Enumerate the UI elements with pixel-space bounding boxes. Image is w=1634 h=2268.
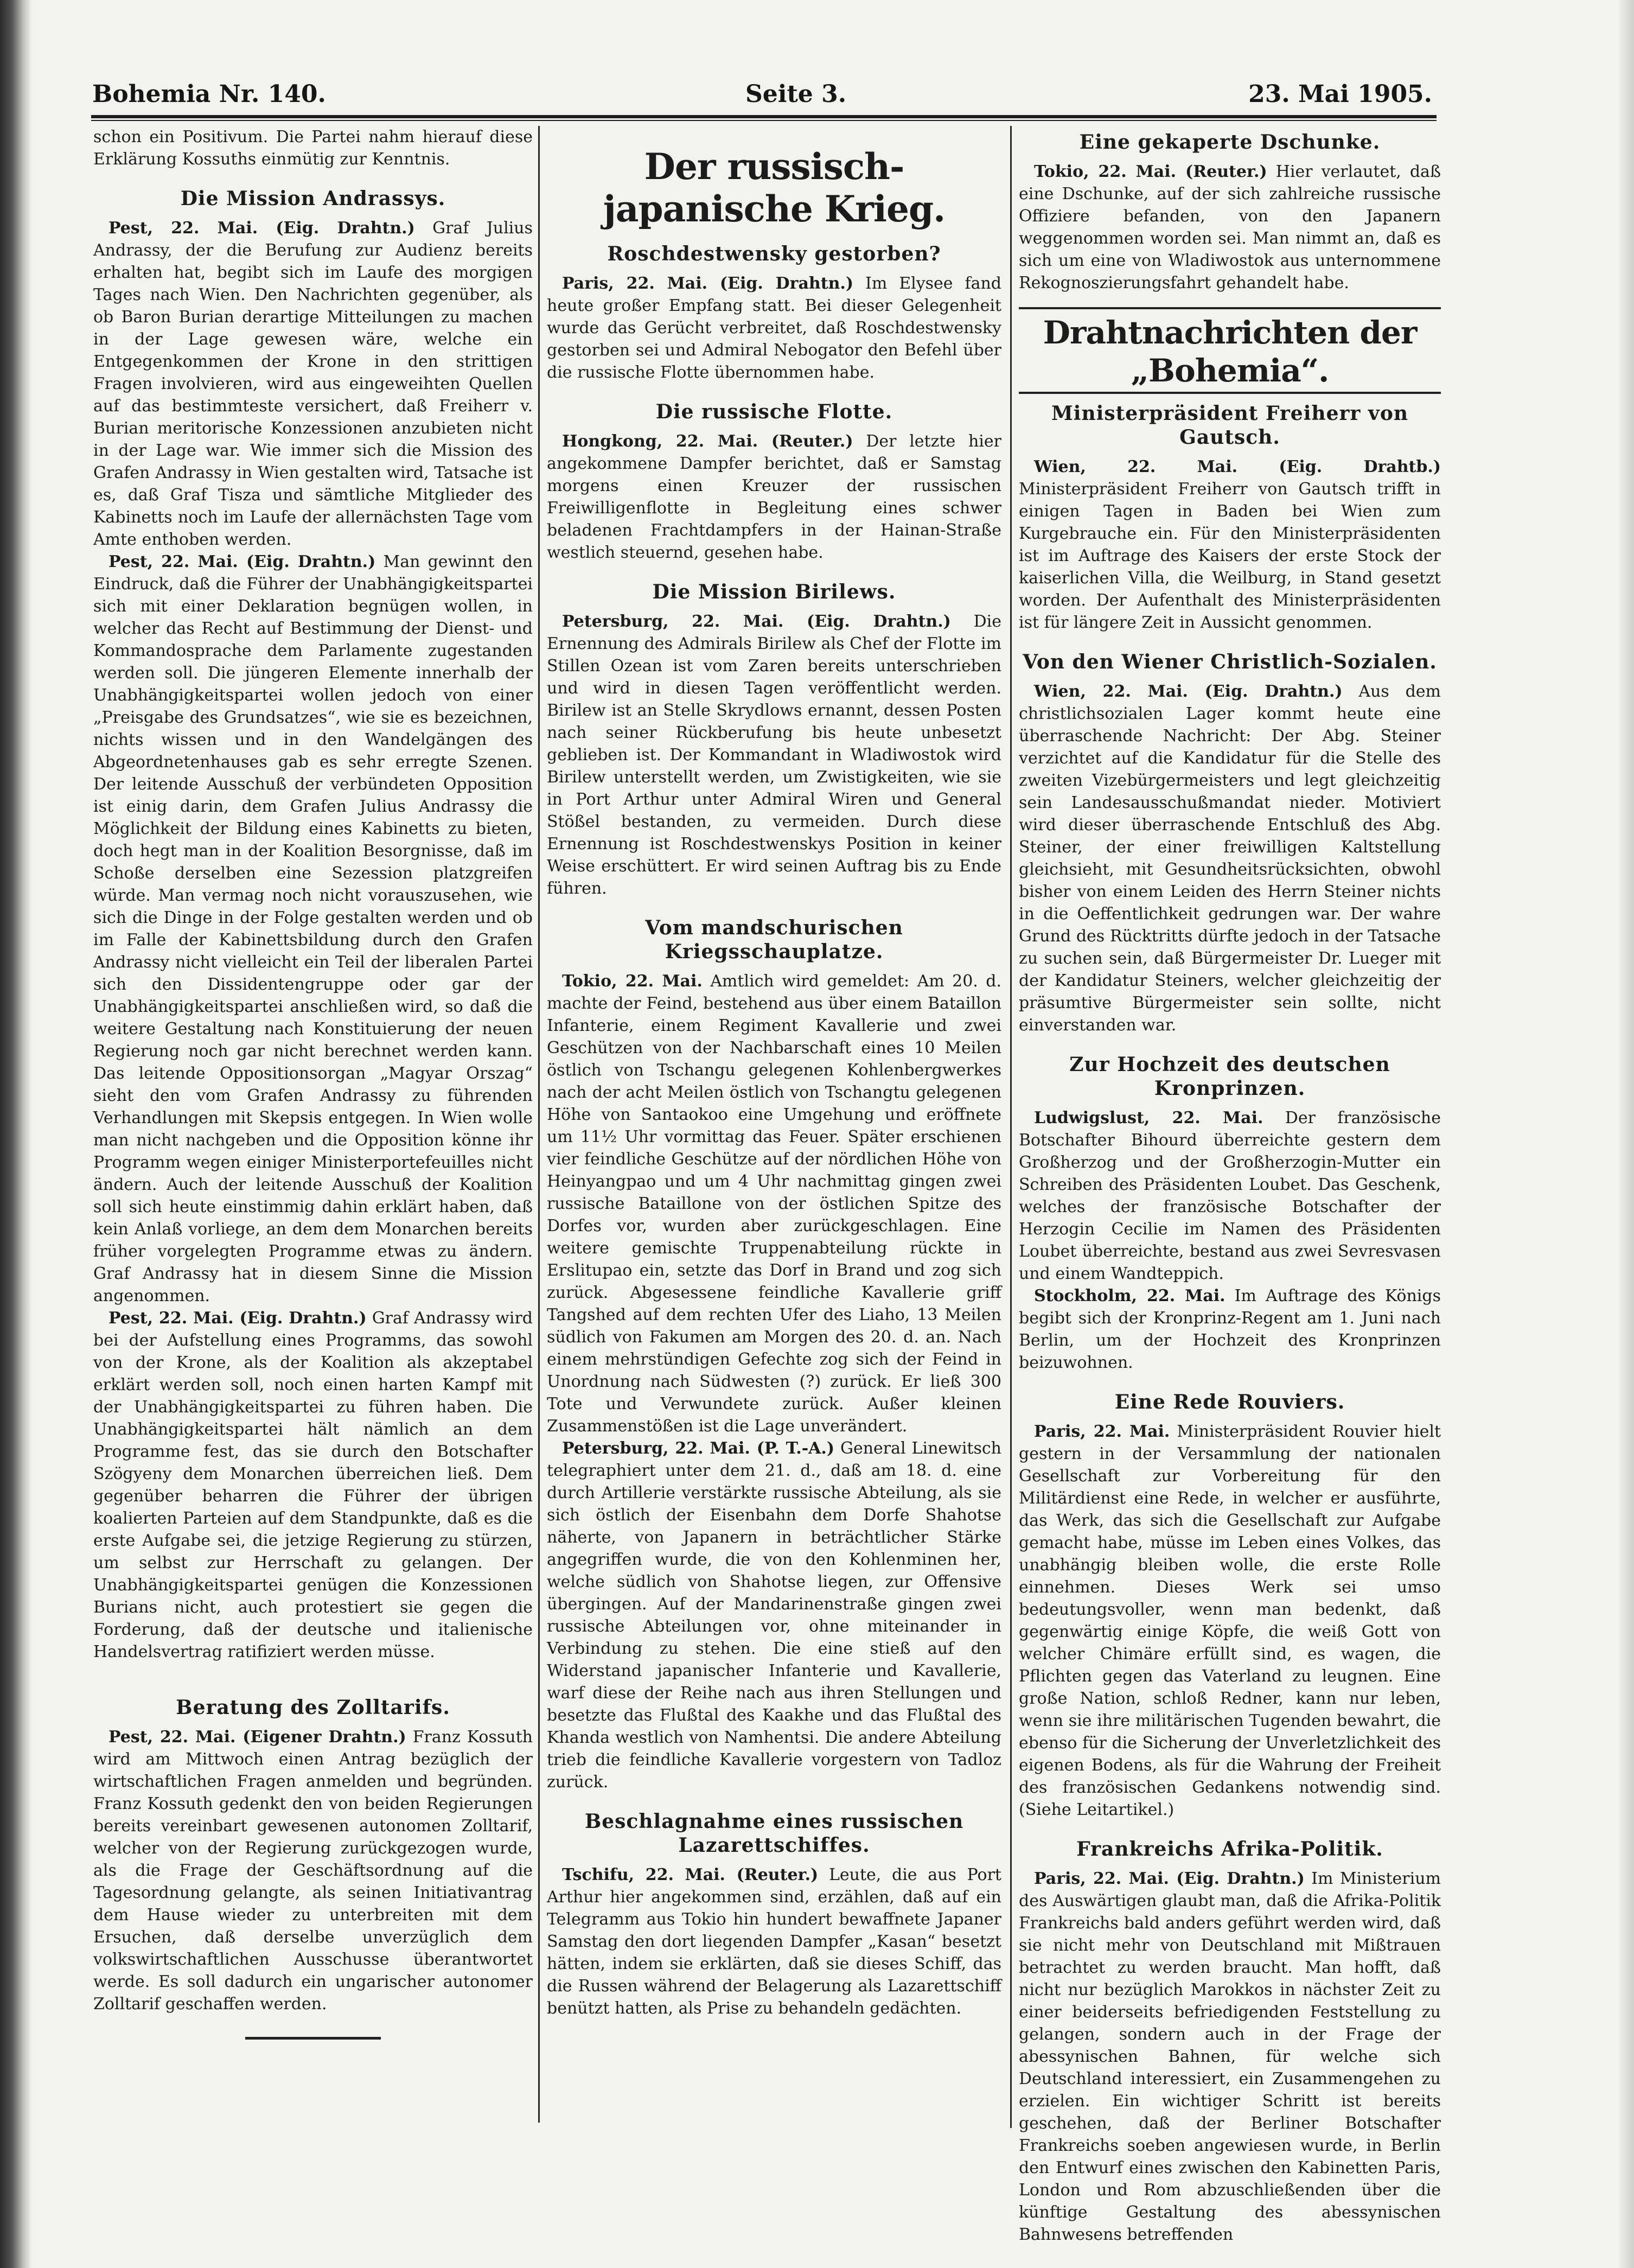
dateline: Stockholm, 22. Mai.	[1034, 1286, 1226, 1305]
dateline: Paris, 22. Mai.	[1034, 1422, 1170, 1441]
article-text: Der französische Botschafter Bihourd überreichte gestern dem Großherzog und der Großherzogin-Mutter ein Schreiben des Präsidenten Loubet. Das Geschenk, welches der französische Botschafter der Herzogin Cecilie im Namen des Präsidenten Loubet überreichte, bestand aus zwei Sevresvasen und einem Wandteppich.	[1019, 1108, 1441, 1283]
column-left	[93, 126, 533, 2101]
article-text: Im Elysee fand heute großer Empfang statt. Bei dieser Gelegenheit wurde das Gerücht verbreitet, daß Roschdestwensky gestorben sei und Admiral Nebogator den Befehl über die russische Flotte übernommen habe.	[547, 274, 1001, 382]
article-paragraph	[93, 1726, 533, 2015]
dateline: Wien, 22. Mai. (Eig. Drahtn.)	[1034, 682, 1343, 701]
article-heading: Zur Hochzeit des deutschen Kronprinzen.	[1069, 1053, 1390, 1100]
article-paragraph	[1019, 1285, 1441, 1374]
section-title: Drahtnachrichten der „Bohemia“.	[1043, 314, 1417, 389]
article-heading: Roschdestwensky gestorben?	[607, 243, 941, 265]
article-paragraph	[1019, 456, 1441, 634]
article-heading: Ministerpräsident Freiherr von Gautsch.	[1051, 402, 1409, 449]
article-text: Die Ernennung des Admirals Birilew als Chef der Flotte im Stillen Ozean ist vom Zaren bereits unterschrieben und wird in diesen Tagen veröffentlicht werden. Birilew ist an Stelle Skrydlows ernannt, dessen Posten nach seiner Rückberufung bis heute unbesetzt geblieben ist. Der Kommandant in Wladiwostok wird Birilew unterstellt werden, um Zwistigkeiten, wie sie in Port Arthur unter Admiral Wiren und General Stößel bestanden, zu vermeiden. Durch diese Ernennung ist Roschdestwenskys Position in keiner Weise erschüttert. Er wird seinen Auftrag bis zu Ende führen.	[547, 612, 1001, 898]
article-heading: Die Mission Andrassys.	[180, 187, 446, 210]
article-paragraph	[547, 272, 1001, 384]
article-paragraph	[93, 551, 533, 1307]
article-text: Aus dem christlichsozialen Lager kommt heute eine überraschende Nachricht: Der Abg. Steiner verzichtet auf die Kandidatur für die Stelle des zweiten Vizebürgermeisters und legt gleichzeitig sein Landesausschußmandat nieder. Motiviert wird dieser überraschende Entschluß des Abg. Steiner, der einer freiwilligen Kaltstellung gleichsieht, mit Gesundheitsrücksichten, obwohl bisher von einem Leiden des Herrn Steiner nichts in die Oeffentlichkeit gedrungen war. Der wahre Grund des Rücktritts dürfte jedoch in der Tatsache zu suchen sein, daß Bürgermeister Dr. Lueger mit der Kandidatur Steiners, welcher gleichzeitig der präsumtive Bürgermeister sein sollte, nicht einverstanden war.	[1019, 682, 1441, 1035]
page-header	[92, 80, 1432, 114]
dateline: Pest, 22. Mai. (Eig. Drahtn.)	[108, 552, 376, 571]
dateline: Hongkong, 22. Mai. (Reuter.)	[562, 432, 853, 451]
article-text: Im Ministerium des Auswärtigen glaubt man, daß die Afrika-Politik Frankreichs bald anders geführt werden wird, daß sie nicht mehr von Deutschland mit Mißtrauen betrachtet zu werden braucht. Man hofft, daß nicht nur bezüglich Marokkos in nächster Zeit zu einer beiderseits befriedigenden Feststellung zu gelangen, sondern auch in der Frage der abessynischen Bahnen, für welche sich Deutschland interessiert, ein Zusammengehen zu erzielen. Ein wichtiger Schritt ist bereits geschehen, daß der Berliner Botschafter Frankreichs soeben angewiesen wurde, in Berlin den Entwurf eines zwischen den Kabinetten Paris, London und Rom abzuschließenden über die künftige Gestaltung des abessynischen Bahnwesens betreffenden	[1019, 1869, 1441, 2244]
section-title: Der russisch-japanische Krieg.	[603, 145, 946, 230]
page-number: Seite 3.	[745, 80, 847, 108]
article-paragraph	[547, 610, 1001, 900]
article-paragraph	[1019, 161, 1441, 294]
article-heading: Beratung des Zolltarifs.	[176, 1696, 450, 1719]
article-text: General Linewitsch telegraphiert unter dem 21. d., daß am 18. d. eine durch Artillerie verstärkte russische Abteilung, als sie sich östlich der Eisenbahn dem Dorfe Shahotse näherte, von Japanern in beträchtlicher Stärke angegriffen wurde, die von den Kohlenminen her, welche südlich von Shahotse liegen, zur Offensive übergingen. Auf der Mandarinenstraße gingen zwei russische Abteilungen vor, ohne miteinander in Verbindung zu stehen. Die eine stieß auf den Widerstand japanischer Infanterie und Kavallerie, warf diese der Reihe nach aus ihren Stellungen und besetzte das Flußtal des Kaakhe und das Flußtal des Khanda westlich von Namhentsi. Die andere Abteilung trieb die feindliche Kavallerie vorgestern von Tadloz zurück.	[547, 1439, 1001, 1792]
issue-date: 23. Mai 1905.	[1248, 80, 1432, 108]
article-text: Amtlich wird gemeldet: Am 20. d. machte der Feind, bestehend aus über einem Bataillon Infanterie, einem Regiment Kavallerie und zwei Geschützen von der Nachbarschaft eines 10 Meilen östlich von Tschangu gelegenen Kohlenbergwerkes nach der acht Meilen östlich von Tschangtu gelegenen Höhe von Santaokoo eine Umgehung und eröffnete um 11½ Uhr vormittag das Feuer. Später erschienen vier feindliche Geschütze auf der nördlichen Höhe von Heinyangpao und um 4 Uhr nachmittag gingen zwei russische Bataillone von der östlichen Spitze des Dorfes vor, wurden aber zurückgeschlagen. Eine weitere gemischte Truppenabteilung rückte in Erslitupao ein, setzte das Dorf in Brand und zog sich zurück. Abgesessene feindliche Kavallerie griff Tangshed auf dem rechten Ufer des Liaho, 13 Meilen südlich von Fakumen am Morgen des 20. d. an. Nach einem mehrstündigen Gefechte zog sich der Feind in Unordnung nach Südwesten (?) zurück. Er ließ 300 Tote und Verwundete zurück. Außer kleinen Zusammenstößen ist die Lage unverändert.	[547, 972, 1001, 1436]
section-end-rule	[245, 2037, 381, 2040]
header-rule-thin	[91, 120, 1437, 121]
article-heading: Die russische Flotte.	[655, 400, 893, 423]
dateline: Paris, 22. Mai. (Eig. Drahtn.)	[562, 274, 854, 293]
article-paragraph	[1019, 680, 1441, 1036]
article-heading: Von den Wiener Christlich-Sozialen.	[1023, 651, 1437, 673]
article-heading: Die Mission Birilews.	[652, 581, 896, 603]
column-divider	[1010, 126, 1012, 2128]
article-text: Graf Andrassy wird bei der Aufstellung eines Programms, das sowohl von der Krone, als der Koalition als akzeptabel erklärt werden soll, noch einen harten Kampf mit der Unabhängigkeitspartei zu führen haben. Die Unabhängigkeitspartei hält nämlich an dem Programme fest, das sie durch den Botschafter Szögyeny dem Monarchen überreichen ließ. Dem gegenüber beharren die Führer der übrigen koalierten Parteien auf dem Standpunkte, daß es die erste Aufgabe sei, die jetzige Regierung zu stürzen, um selbst zur Herrschaft zu gelangen. Der Unabhängigkeitspartei genügen die Konzessionen Burians nicht, auch protestiert sie gegen die Forderung, daß der deutsche und italienische Handelsvertrag ratifiziert werden müsse.	[93, 1309, 533, 1661]
dateline: Paris, 22. Mai. (Eig. Drahtn.)	[1034, 1869, 1305, 1888]
article-text: Der letzte hier angekommene Dampfer berichtet, daß er Samstag morgens einen Kreuzer der russischen Freiwilligenflotte in Begleitung eines schwer beladenen Frachtdampfers in der Hainan-Straße westlich steuernd, gesehen habe.	[547, 432, 1001, 562]
article-text: Ministerpräsident Rouvier hielt gestern in der Versammlung der nationalen Gesellschaft zur Vorbereitung für den Militärdienst eine Rede, in welcher er ausführte, das Werk, das sich die Gesellschaft zur Aufgabe gemacht habe, müsse im Leben eines Volkes, das unabhängig bleiben wolle, die erste Rolle einnehmen. Dieses Werk sei umso bedeutungsvoller, wenn man bedenkt, daß gegenwärtig einige Köpfe, die weiß Gott von welcher Chimäre erfüllt sind, es wagen, die Pflichten gegen das Vaterland zu leugnen. Eine große Nation, schloß Redner, kann nur leben, wenn sie ihre militärischen Tugenden bewahrt, die ebenso für die Sicherung der Unverletzlichkeit des eigenen Bodens, als für die Wahrung der Freiheit des französischen Gedankens notwendig sind. (Siehe Leitartikel.)	[1019, 1422, 1441, 1819]
article-paragraph	[1019, 1420, 1441, 1821]
dateline: Wien, 22. Mai. (Eig. Drahtb.)	[1034, 457, 1441, 476]
article-heading: Beschlagnahme eines russischen Lazarettschiffes.	[584, 1810, 964, 1857]
article-text: Man gewinnt den Eindruck, daß die Führer der Unabhängigkeitspartei sich mit einer Deklaration begnügen wollen, in welcher das Recht auf Bestimmung der Dienst- und Kommandosprache dem Parlamente zugestanden werden soll. Die jüngeren Elemente innerhalb der Unabhängigkeitspartei wollen jedoch von einer „Preisgabe des Grundsatzes“, wie sie es bezeichnen, nichts wissen und in den Wandelgängen des Abgeordnetenhauses gab es sehr erregte Szenen. Der leitende Ausschuß der verbündeten Opposition ist einig darin, dem Grafen Julius Andrassy die Möglichkeit der Bildung eines Kabinetts zu bieten, doch hegt man in der Koalition Besorgnisse, daß im Schoße derselben eine Sezession platzgreifen würde. Man vermag noch nicht vorauszusehen, wie sich die Dinge in der Folge gestalten werden und ob im Falle der Kabinettsbildung durch den Grafen Andrassy nicht vielleicht ein Teil der liberalen Partei sich den Dissidentengruppe oder gar der Unabhängigkeitspartei anschließen wird, so daß die weitere Gestaltung nach Konstituierung der neuen Regierung noch gar nicht berechnet werden kann. Das leitende Oppositionsorgan „Magyar Orszag“ sieht den vom Grafen Andrassy zu führenden Verhandlungen mit Skepsis entgegen. In Wien wolle man nicht nachgeben und die Opposition könne ihr Programm wegen einiger Ministerportefeuilles nicht ändern. Auch der leitende Ausschuß der Koalition soll sich heute einstimmig dahin erklärt haben, daß kein Anlaß vorliege, an dem dem Monarchen bereits früher vorgelegten Programme etwas zu ändern. Graf Andrassy hat in diesem Sinne die Mission angenommen.	[93, 552, 533, 1305]
header-rule	[91, 115, 1437, 118]
article-text: Hier verlautet, daß eine Dschunke, auf der sich zahlreiche russische Offiziere befanden, von den Japanern weggenommen worden sei. Man nimmt an, daß es sich um eine von Wladiwostok aus unternommene Rekognoszierungsfahrt gehandelt habe.	[1019, 162, 1441, 292]
article-paragraph	[547, 430, 1001, 564]
dateline: Ludwigslust, 22. Mai.	[1034, 1108, 1263, 1127]
article-paragraph	[1019, 1868, 1441, 2246]
article-heading: Eine Rede Rouviers.	[1114, 1391, 1345, 1413]
dateline: Tokio, 22. Mai. (Reuter.)	[1034, 162, 1267, 181]
section-title-box	[1019, 307, 1441, 394]
article-text: Graf Julius Andrassy, der die Berufung zur Audienz bereits erhalten hat, begibt sich im Laufe des morgigen Tages nach Wien. Den Nachrichten gegenüber, als ob Baron Burian derartige Mitteilungen zu machen in der Lage gewesen wäre, welche ein Entgegenkommen der Krone in den strittigen Fragen involvieren, wird aus eingeweihten Quellen auf das bestimmteste versichert, daß Freiherr v. Burian meritorische Konzessionen anzubieten nicht in der Lage war. Wie immer sich die Mission des Grafen Andrassy in Wien gestalten wird, Tatsache ist es, daß Graf Tisza und sämtliche Mitglieder des Kabinetts noch im Laufe der allernächsten Tage vom Amte enthoben werden.	[93, 219, 533, 549]
article-paragraph	[547, 970, 1001, 1437]
newspaper-issue: Bohemia Nr. 140.	[92, 80, 326, 108]
article-paragraph	[1019, 1107, 1441, 1285]
dateline: Petersburg, 22. Mai. (P. T.-A.)	[562, 1439, 835, 1458]
article-continuation: schon ein Positivum. Die Partei nahm hierauf diese Erklärung Kossuths einmütig zur Kenntnis.	[93, 128, 533, 169]
article-text: Ministerpräsident Freiherr von Gautsch trifft in einigen Tagen in Baden bei Wien zum Kurgebrauche ein. Für den Ministerpräsidenten ist im Auftrage des Kaisers der erste Stock der kaiserlichen Villa, die Weilburg, in Stand gesetzt worden. Der Aufenthalt des Ministerpräsidenten ist für längere Zeit in Aussicht genommen.	[1019, 480, 1441, 632]
column-right	[1019, 126, 1441, 2244]
article-heading: Eine gekaperte Dschunke.	[1079, 131, 1381, 154]
dateline: Petersburg, 22. Mai. (Eig. Drahtn.)	[562, 612, 951, 631]
article-paragraph	[93, 217, 533, 551]
article-text: Leute, die aus Port Arthur hier angekommen sind, erzählen, daß auf ein Telegramm aus Tokio hin hundert bewaffnete Japaner Samstag den dort liegenden Dampfer „Kasan“ besetzt hätten, indem sie erklärten, daß sie dieses Schiff, das die Russen während der Belagerung als Lazarettschiff benützt hatten, als Prise zu behandeln gedächten.	[547, 1865, 1001, 2018]
article-text: Im Auftrage des Königs begibt sich der Kronprinz-Regent am 1. Juni nach Berlin, um der Hochzeit des Kronprinzen beizuwohnen.	[1019, 1286, 1441, 1372]
article-paragraph	[547, 1437, 1001, 1793]
dateline: Pest, 22. Mai. (Eig. Drahtn.)	[108, 1309, 367, 1328]
article-paragraph	[93, 1307, 533, 1663]
article-text: Franz Kossuth wird am Mittwoch einen Antrag bezüglich der wirtschaftlichen Fragen anmelden und begründen. Franz Kossuth gedenkt den von beiden Regierungen bereits vereinbart gewesenen autonomen Zolltarif, welcher von der Regierung zurückgezogen wurde, als die Frage der Geschäftsordnung auf die Tagesordnung gelangte, als seinen Initiativantrag dem Hause wieder zu unterbreiten mit dem Ersuchen, daß derselbe unverzüglich dem volkswirtschaftlichen Ausschusse überantwortet werde. Es soll dadurch ein ungarischer autonomer Zolltarif geschaffen werden.	[93, 1728, 533, 2014]
dateline: Pest, 22. Mai. (Eig. Drahtn.)	[108, 219, 415, 238]
article-heading: Vom mandschurischen Kriegsschauplatze.	[645, 916, 903, 963]
dateline: Pest, 22. Mai. (Eigener Drahtn.)	[108, 1728, 406, 1747]
dateline: Tschifu, 22. Mai. (Reuter.)	[562, 1865, 819, 1884]
binding-shadow	[0, 0, 31, 2268]
article-heading: Frankreichs Afrika-Politik.	[1076, 1838, 1383, 1861]
column-divider	[538, 126, 540, 2123]
dateline: Tokio, 22. Mai.	[562, 972, 703, 991]
page-edge	[1618, 0, 1634, 2268]
article-paragraph	[547, 1864, 1001, 2019]
column-middle	[547, 126, 1001, 2128]
